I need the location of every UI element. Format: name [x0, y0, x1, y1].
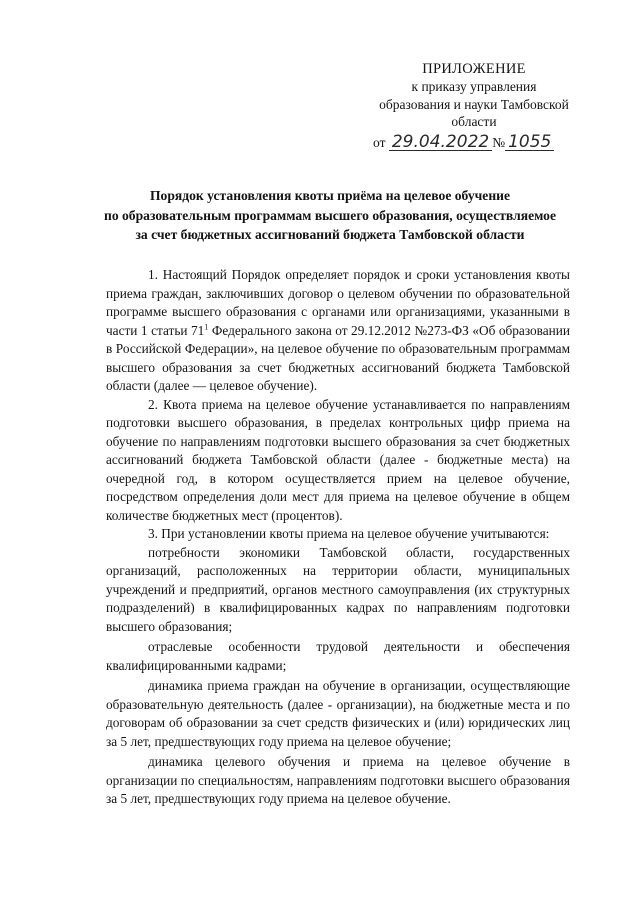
- appendix-line-2: образования и науки Тамбовской: [379, 96, 569, 112]
- paragraph-3: 3. При установлении квоты приема на целевое обучение учитываются:: [148, 526, 550, 541]
- list-item-admission-dynamics: динамика приема граждан на обучение в организации, осуществляющие образовательную деятельность (далее - организации), на бюджетные места и по договорам об образовании за счет средств физических и (или) юридических лиц за 5 лет, предшествующих году приема на целевое обучение;: [106, 678, 570, 749]
- paragraph-1-superscript: 1: [204, 322, 209, 332]
- document-title-line-3: за счет бюджетных ассигнований бюджета Тамбовской области: [135, 227, 525, 242]
- list-item-economy-needs: потребности экономики Тамбовской области, государственных организаций, расположенных на территории области, муниципальных учреждений и предприятий, органов местного самоуправления (их структурных подразделений) в квалифицированных кадрах по направлениям подготовки высшего образования;: [106, 544, 570, 634]
- document-title-line-1: Порядок установления квоты приёма на целевое обучение: [149, 188, 511, 203]
- document-title: [80, 186, 580, 245]
- number-prefix: №: [492, 134, 506, 150]
- handwritten-date: 29.04.2022: [389, 134, 492, 151]
- list-item-targeted-training-dynamics: динамика целевого обучения и приема на целевое обучение в организации по специальностям, направлениям подготовки высшего образования за 5 лет, предшествующих году приема на целевое обучение.: [106, 754, 570, 806]
- appendix-header: [363, 60, 585, 153]
- paragraph-1-text: 1. Настоящий Порядок определяет порядок и сроки установления квоты приема граждан, заключивших договор о целевом обучении по образовательной программе высшего образования с органами или организациями, указанными в части 1 статьи 71: [106, 267, 570, 338]
- appendix-line-1: к приказу управления: [411, 79, 537, 94]
- paragraph-2: 2. Квота приема на целевое обучение устанавливается по направлениям подготовки высшего образования, в пределах контрольных цифр приема на обучение по направлениям подготовки высшего образования за счет бюджетных ассигнований бюджета Тамбовской области (далее - бюджетные места) на очередной год, в котором осуществляется прием на целевое обучение, посредством определения доли мест для приема на целевое обучение в общем количестве бюджетных мест (процентов).: [106, 396, 570, 523]
- paragraph-1: [106, 266, 570, 396]
- date-prefix: от: [373, 134, 386, 150]
- document-title-line-2: по образовательным программам высшего образования, осуществляемое: [103, 207, 557, 223]
- appendix-title: ПРИЛОЖЕНИЕ: [422, 61, 526, 77]
- order-date-line: [363, 133, 585, 153]
- list-item-industry-features: отраслевые особенности трудовой деятельности и обеспечения квалифицированными кадрами;: [106, 639, 570, 673]
- paragraph-1-text-end: Федерального закона от 29.12.2012 №273-ФЗ «Об образовании в Российской Федерации», на целевое обучение по образовательным программам высшего образования за счет бюджетных ассигнований бюджета Тамбовской области (далее — целевое обучение).: [106, 322, 570, 393]
- document-body: [106, 266, 570, 809]
- appendix-line-3: области: [451, 114, 497, 129]
- handwritten-number: 1055: [505, 134, 554, 151]
